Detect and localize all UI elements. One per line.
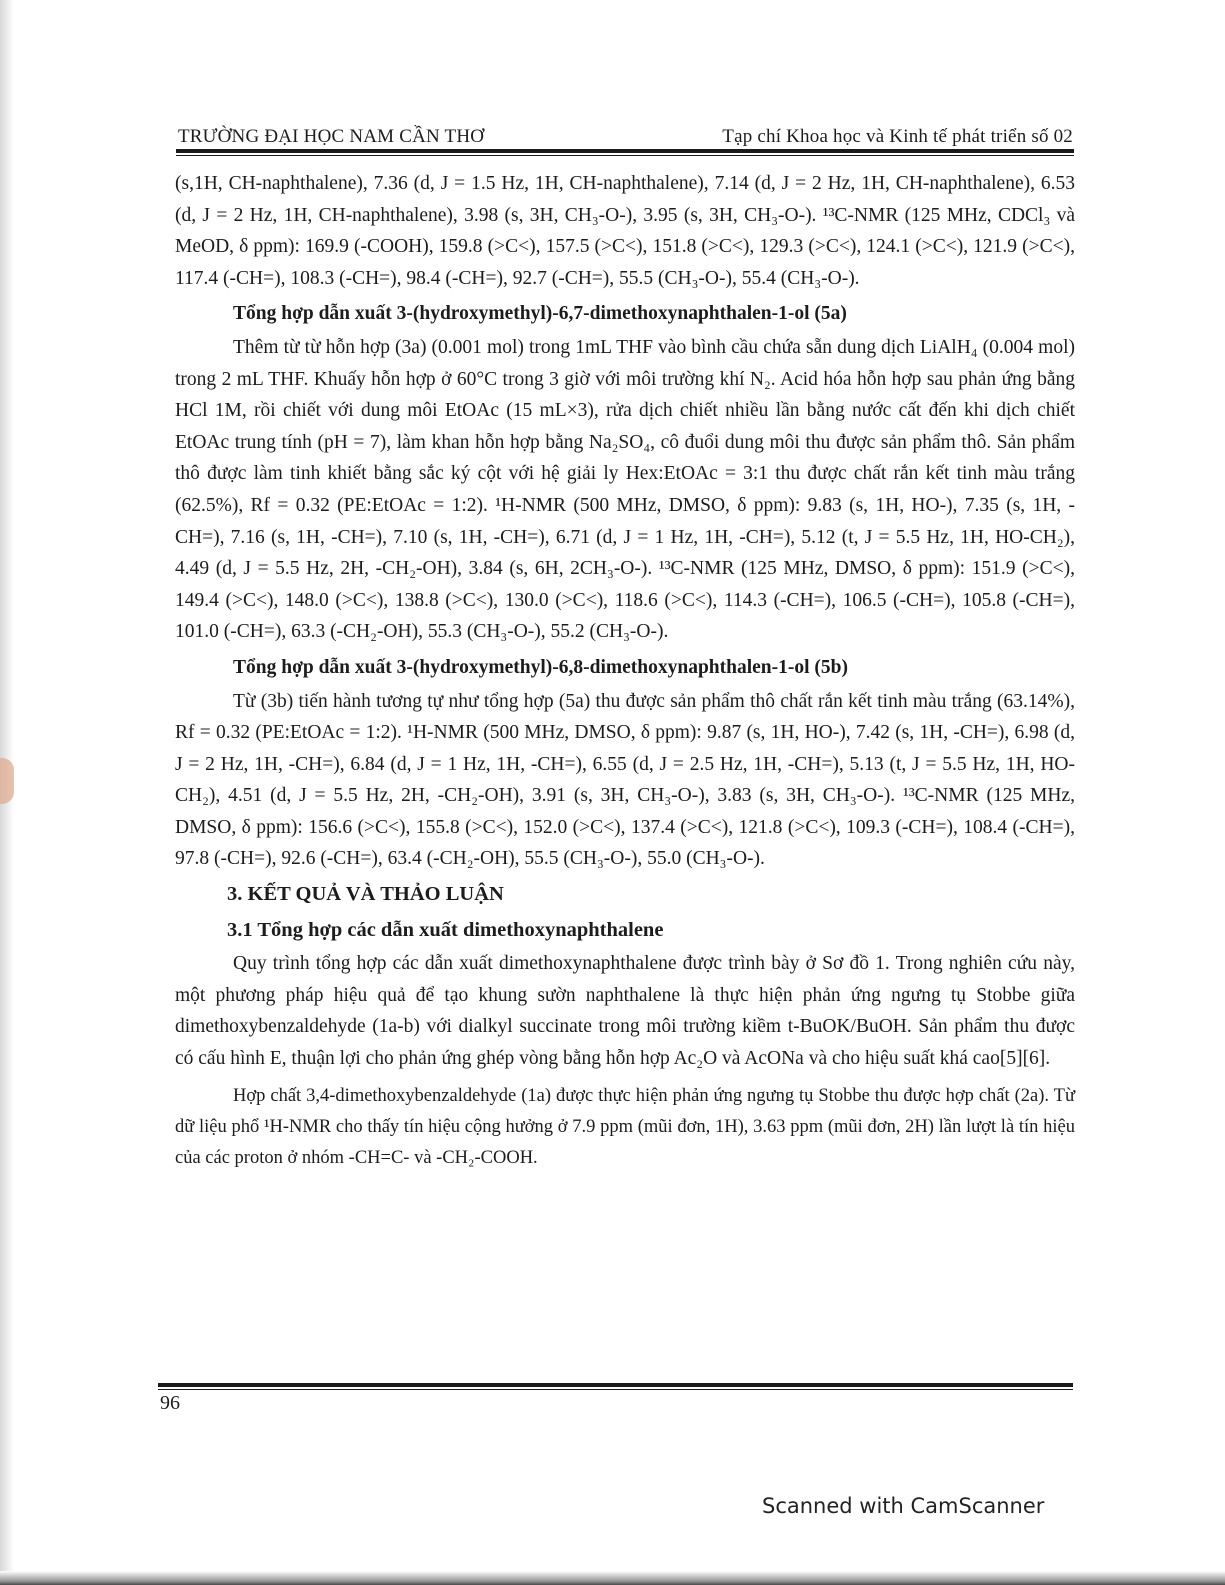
- section-heading-results: 3. KẾT QUẢ VÀ THẢO LUẬN: [227, 883, 504, 906]
- article-body: [175, 168, 1075, 1174]
- procedure-5a: Thêm từ từ hỗn hợp (3a) (0.001 mol) trong 1mL THF vào bình cầu chứa sẵn dung dịch LiAlH₄ (0.004 mol) trong 2 mL THF. Khuấy hỗn hợp ở 60°C trong 3 giờ với môi trường khí N₂. Acid hóa hỗn hợp sau phản ứng bằng HCl 1M, rồi chiết với dung môi EtOAc (15 mL×3), rửa dịch chiết nhiều lần bằng nước cất đến khi dịch chiết EtOAc trung tính (pH = 7), làm khan hỗn hợp bằng Na₂SO₄, cô đuổi dung môi thu được sản phẩm thô. Sản phẩm thô được làm tinh khiết bằng sắc ký cột với hệ giải ly Hex:EtOAc = 3:1 thu được chất rắn kết tinh màu trắng (62.5%), Rf = 0.32 (PE:EtOAc = 1:2). ¹H-NMR (500 MHz, DMSO, δ ppm): 9.83 (s, 1H, HO-), 7.35 (s, 1H, -CH=), 7.16 (s, 1H, -CH=), 7.10 (s, 1H, -CH=), 6.71 (d, J = 1 Hz, 1H, -CH=), 5.12 (t, J = 5.5 Hz, 1H, HO-CH₂), 4.49 (d, J = 5.5 Hz, 2H, -CH₂-OH), 3.84 (s, 6H, 2CH₃-O-). ¹³C-NMR (125 MHz, DMSO, δ ppm): 151.9 (>C<), 149.4 (>C<), 148.0 (>C<), 138.8 (>C<), 130.0 (>C<), 118.6 (>C<), 114.3 (-CH=), 106.5 (-CH=), 105.8 (-CH=), 101.0 (-CH=), 63.3 (-CH₂-OH), 55.3 (CH₃-O-), 55.2 (CH₃-O-).: [175, 336, 1075, 643]
- header-rule-thin: [176, 155, 1074, 156]
- finger-mark: [0, 758, 14, 804]
- running-header: [178, 104, 1073, 148]
- scan-bottom-edge: [0, 1571, 1225, 1585]
- subheading-5b: Tổng hợp dẫn xuất 3-(hydroxymethyl)-6,8-dimethoxynaphthalen-1-ol (5b): [233, 656, 849, 678]
- subsection-heading-3-1: 3.1 Tổng hợp các dẫn xuất dimethoxynaphthalene: [227, 918, 664, 941]
- subheading-5a: Tổng hợp dẫn xuất 3-(hydroxymethyl)-6,7-dimethoxynaphthalen-1-ol (5a): [233, 303, 847, 325]
- procedure-5b: Từ (3b) tiến hành tương tự như tổng hợp (5a) thu được sản phẩm thô chất rắn kết tinh màu trắng (63.14%), Rf = 0.32 (PE:EtOAc = 1:2). ¹H-NMR (500 MHz, DMSO, δ ppm): 9.87 (s, 1H, HO-), 7.42 (s, 1H, -CH=), 6.98 (d, J = 2 Hz, 1H, -CH=), 6.84 (d, J = 1 Hz, 1H, -CH=), 6.55 (d, J = 2.5 Hz, 1H, -CH=), 5.13 (t, J = 5.5 Hz, 1H, HO-CH₂), 4.51 (d, J = 5.5 Hz, 2H, -CH₂-OH), 3.91 (s, 3H, CH₃-O-), 3.83 (s, 3H, CH₃-O-). ¹³C-NMR (125 MHz, DMSO, δ ppm): 156.6 (>C<), 155.8 (>C<), 152.0 (>C<), 137.4 (>C<), 121.8 (>C<), 109.3 (-CH=), 108.4 (-CH=), 97.8 (-CH=), 92.6 (-CH=), 63.4 (-CH₂-OH), 55.5 (CH₃-O-), 55.0 (CH₃-O-).: [175, 690, 1075, 870]
- page-number: 96: [160, 1392, 180, 1414]
- footer-rule-thin: [158, 1389, 1073, 1390]
- results-paragraph-1: Quy trình tổng hợp các dẫn xuất dimethoxynaphthalene được trình bày ở Sơ đồ 1. Trong nghiên cứu này, một phương pháp hiệu quả để tạo khung sườn naphthalene là thực hiện phản ứng ngưng tụ Stobbe giữa dimethoxybenzaldehyde (1a-b) với dialkyl succinate trong môi trường kiềm t-BuOK/BuOH. Sản phẩm thu được có cấu hình E, thuận lợi cho phản ứng ghép vòng bằng hỗn hợp Ac₂O và AcONa và cho hiệu suất khá cao[5][6].: [175, 953, 1075, 1070]
- header-university: TRƯỜNG ĐẠI HỌC NAM CẦN THƠ: [178, 126, 485, 147]
- header-journal: Tạp chí Khoa học và Kinh tế phát triển số 02: [722, 126, 1073, 147]
- scanner-watermark: Scanned with CamScanner: [762, 1494, 1045, 1518]
- footer-rule: [158, 1383, 1073, 1387]
- nmr-continuation: (s,1H, CH-naphthalene), 7.36 (d, J = 1.5 Hz, 1H, CH-naphthalene), 7.14 (d, J = 2 Hz, 1H, CH-naphthalene), 6.53 (d, J = 2 Hz, 1H, CH-naphthalene), 3.98 (s, 3H, CH₃-O-), 3.95 (s, 3H, CH₃-O-). ¹³C-NMR (125 MHz, CDCl₃ và MeOD, δ ppm): 169.9 (-COOH), 159.8 (>C<), 157.5 (>C<), 151.8 (>C<), 129.3 (>C<), 124.1 (>C<), 121.9 (>C<), 117.4 (-CH=), 108.3 (-CH=), 98.4 (-CH=), 92.7 (-CH=), 55.5 (CH₃-O-), 55.4 (CH₃-O-).: [175, 173, 1075, 289]
- results-paragraph-2: Hợp chất 3,4-dimethoxybenzaldehyde (1a) được thực hiện phản ứng ngưng tụ Stobbe thu được hợp chất (2a). Từ dữ liệu phổ ¹H-NMR cho thấy tín hiệu cộng hưởng ở 7.9 ppm (mũi đơn, 1H), 3.63 ppm (mũi đơn, 2H) lần lượt là tín hiệu của các proton ở nhóm -CH=C- và -CH₂-COOH.: [175, 1085, 1075, 1168]
- header-rule: [176, 149, 1074, 153]
